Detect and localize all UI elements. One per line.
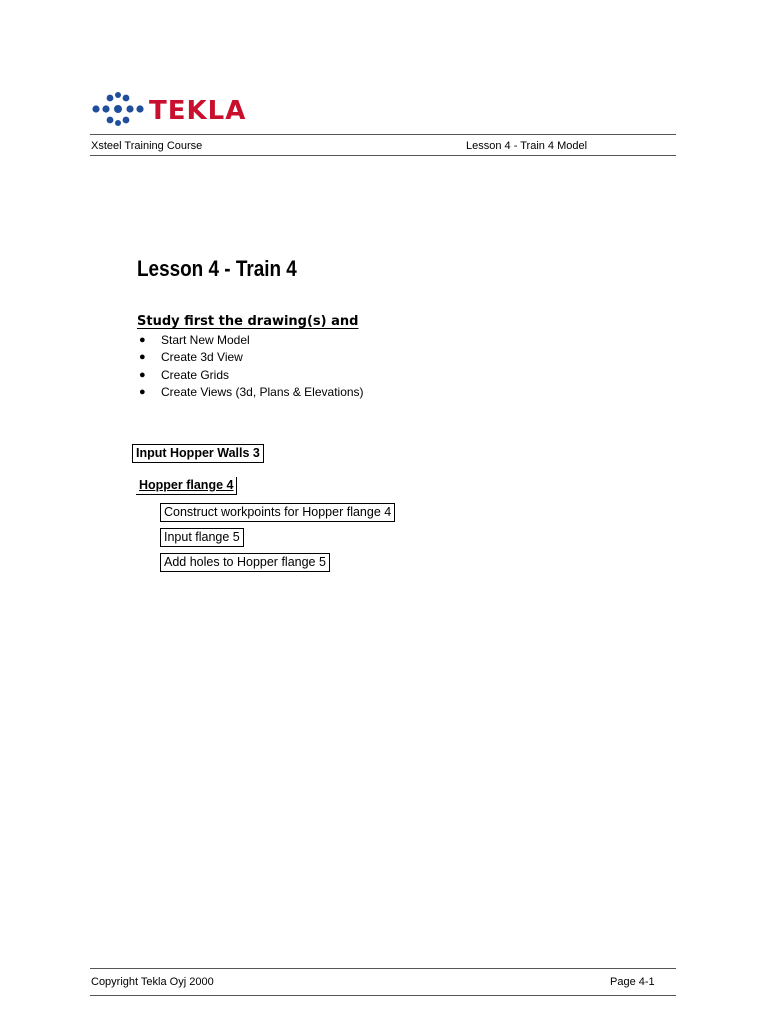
header-lesson-title: Lesson 4 - Train 4 Model [466, 140, 588, 152]
bullet-icon: ● [139, 385, 146, 398]
tekla-logo-text: TEKLA [149, 96, 247, 126]
tekla-logo-icon [90, 92, 146, 126]
header-rule-bottom [90, 155, 676, 156]
construct-workpoints-link[interactable]: Construct workpoints for Hopper flange 4 [160, 503, 395, 522]
bullet-icon: ● [139, 334, 146, 346]
hopper-flange-heading[interactable]: Hopper flange 4 [136, 477, 237, 495]
list-item [139, 367, 364, 384]
footer-rule-top [90, 968, 676, 969]
list-item [139, 332, 364, 349]
bullet-icon: ● [139, 368, 146, 381]
input-hopper-walls-link[interactable]: Input Hopper Walls 3 [132, 444, 264, 463]
bullet-icon: ● [139, 351, 146, 364]
list-item [139, 384, 364, 401]
list-item-label: Create 3d View [161, 350, 243, 365]
header-course-title: Xsteel Training Course [91, 140, 203, 152]
header-rule-top [90, 134, 676, 135]
input-flange-link[interactable]: Input flange 5 [160, 528, 244, 547]
list-item-label: Create Grids [161, 367, 230, 382]
list-item-label: Create Views (3d, Plans & Elevations) [161, 384, 364, 399]
list-item-label: Start New Model [161, 333, 250, 347]
lesson-title: Lesson 4 - Train 4 [137, 256, 297, 281]
add-holes-link[interactable]: Add holes to Hopper flange 5 [160, 553, 330, 572]
study-list [139, 332, 364, 401]
study-heading: Study first the drawing(s) and [137, 314, 359, 329]
list-item [139, 349, 364, 366]
footer-copyright: Copyright Tekla Oyj 2000 [91, 976, 214, 988]
footer-page-number: Page 4-1 [610, 976, 655, 988]
footer-rule-bottom [90, 995, 676, 996]
